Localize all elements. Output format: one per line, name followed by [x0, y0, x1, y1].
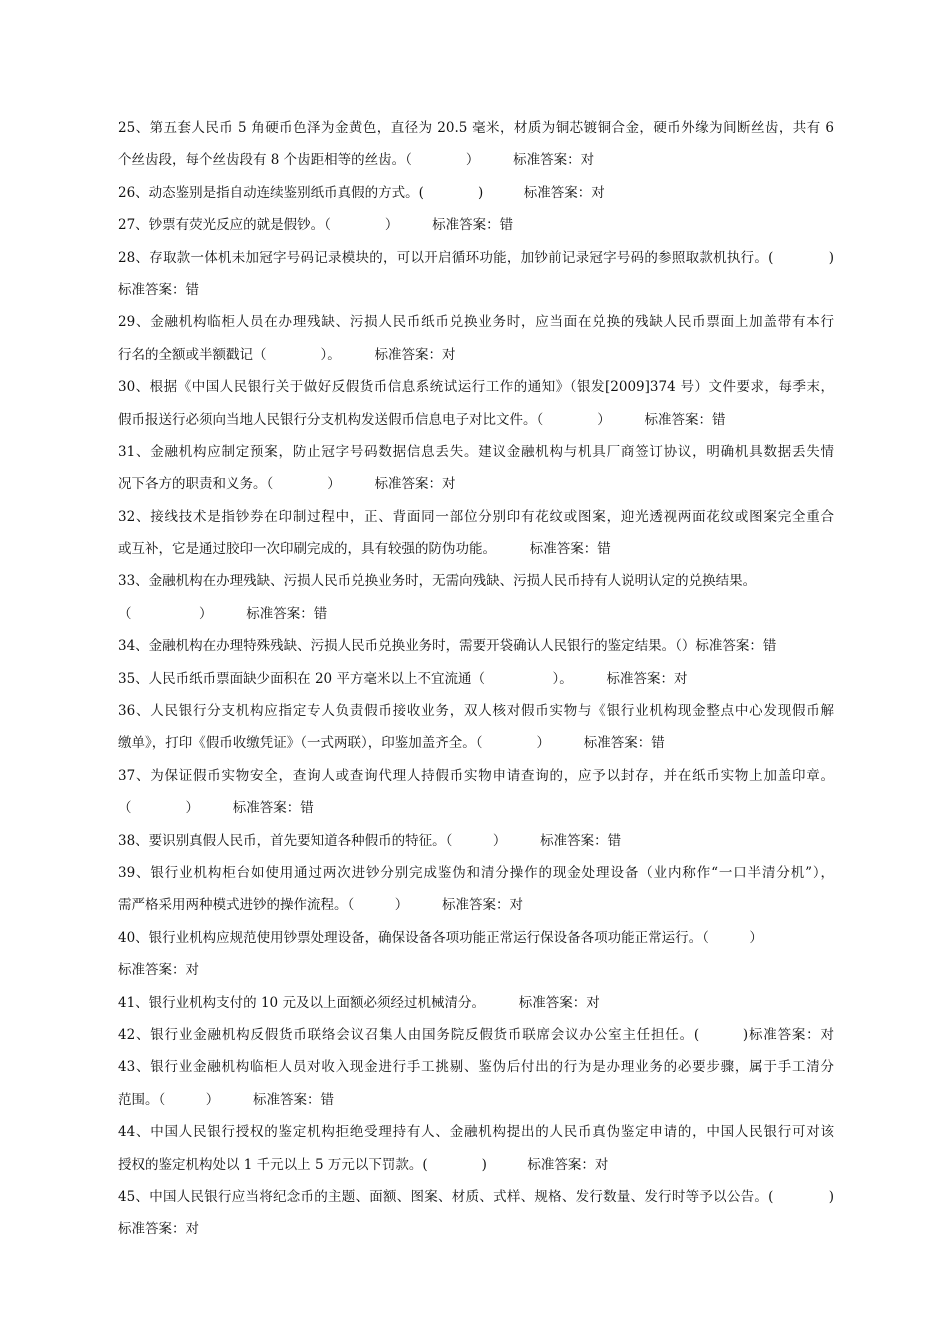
question-33-line-1: 33、金融机构在办理残缺、污损人民币兑换业务时，无需向残缺、污损人民币持有人说明认定的兑换结果。 [118, 573, 757, 590]
question-43-line-1: 43、银行业金融机构临柜人员对收入现金进行手工挑剔、鉴伪后付出的行为是办理业务的必要步骤，属于手工清分 [118, 1059, 834, 1076]
question-29-line-1: 29、金融机构临柜人员在办理残缺、污损人民币纸币兑换业务时，应当面在兑换的残缺人民币票面上加盖带有本行 [118, 314, 834, 331]
question-34: 34、金融机构在办理特殊残缺、污损人民币兑换业务时，需要开袋确认人民银行的鉴定结果。（）标准答案：错 [118, 638, 777, 655]
question-45-answer: 标准答案：对 [118, 1221, 199, 1238]
question-29-line-2: 行名的全额或半额戳记（ ）。 标准答案：对 [118, 346, 456, 363]
question-44-line-1: 44、中国人民银行授权的鉴定机构拒绝受理持有人、金融机构提出的人民币真伪鉴定申请的，中国人民银行可对该 [118, 1124, 834, 1141]
question-39-line-1: 39、银行业机构柜台如使用通过两次进钞分别完成鉴伪和清分操作的现金处理设备（业内称作“一口半清分机”）， [118, 864, 834, 881]
question-42: 42、银行业金融机构反假货币联络会议召集人由国务院反假货币联席会议办公室主任担任。( )标准答案：对 [118, 1026, 834, 1043]
question-25-line-2: 个丝齿段，每个丝齿段有 8 个齿距相等的丝齿。（ ） 标准答案：对 [118, 152, 595, 169]
question-30-line-1: 30、根据《中国人民银行关于做好反假货币信息系统试运行工作的通知》（银发[2009]374 号）文件要求，每季末， [118, 379, 834, 396]
question-39-line-2: 需严格采用两种模式进钞的操作流程。（ ） 标准答案：对 [118, 897, 523, 914]
question-32-line-2: 或互补，它是通过胶印一次印刷完成的，具有较强的防伪功能。 标准答案：错 [118, 541, 611, 558]
question-30-line-2: 假币报送行必须向当地人民银行分支机构发送假币信息电子对比文件。（ ） 标准答案：错 [118, 411, 726, 428]
question-37-line-2: （ ） 标准答案：错 [118, 800, 314, 817]
question-33-line-2: （ ） 标准答案：错 [118, 605, 328, 622]
question-35: 35、人民币纸币票面缺少面积在 20 平方毫米以上不宜流通（ ）。 标准答案：对 [118, 670, 688, 687]
question-40-line-1: 40、银行业机构应规范使用钞票处理设备，确保设备各项功能正常运行保设备各项功能正常运行。（ ） [118, 929, 763, 946]
question-44-line-2: 授权的鉴定机构处以 1 千元以上 5 万元以下罚款。( ) 标准答案：对 [118, 1156, 609, 1173]
question-36-line-2: 缴单》，打印《假币收缴凭证》（一式两联），印鉴加盖齐全。（ ） 标准答案：错 [118, 735, 665, 752]
question-36-line-1: 36、人民银行分支机构应指定专人负责假币接收业务，双人核对假币实物与《银行业机构现金整点中心发现假币解 [118, 703, 834, 720]
question-37-line-1: 37、为保证假币实物安全，查询人或查询代理人持假币实物申请查询的，应予以封存，并在纸币实物上加盖印章。 [118, 767, 834, 784]
question-32-line-1: 32、接线技术是指钞券在印制过程中，正、背面同一部位分别印有花纹或图案，迎光透视两面花纹或图案完全重合 [118, 508, 834, 525]
question-28-answer: 标准答案：错 [118, 281, 199, 298]
question-25-line-1: 25、第五套人民币 5 角硬币色泽为金黄色，直径为 20.5 毫米，材质为铜芯镀铜合金，硬币外缘为间断丝齿，共有 6 [118, 120, 834, 136]
document-page [118, 112, 834, 1246]
question-38: 38、要识别真假人民币，首先要知道各种假币的特征。（ ） 标准答案：错 [118, 832, 622, 849]
question-31-line-2: 况下各方的职责和义务。（ ） 标准答案：对 [118, 476, 456, 493]
question-45-line-1: 45、中国人民银行应当将纪念币的主题、面额、图案、材质、式样、规格、发行数量、发行时等予以公告。( ) [118, 1188, 834, 1205]
question-26: 26、动态鉴别是指自动连续鉴别纸币真假的方式。( ) 标准答案：对 [118, 184, 605, 201]
question-28-line-1: 28、存取款一体机未加冠字号码记录模块的，可以开启循环功能，加钞前记录冠字号码的参照取款机执行。( ) [118, 249, 834, 266]
question-27: 27、钞票有荧光反应的就是假钞。（ ） 标准答案：错 [118, 217, 514, 234]
question-43-line-2: 范围。（ ） 标准答案：错 [118, 1091, 334, 1108]
question-31-line-1: 31、金融机构应制定预案，防止冠字号码数据信息丢失。建议金融机构与机具厂商签订协议，明确机具数据丢失情 [118, 443, 834, 460]
question-41: 41、银行业机构支付的 10 元及以上面额必须经过机械清分。 标准答案：对 [118, 994, 600, 1011]
question-40-answer: 标准答案：对 [118, 962, 199, 979]
